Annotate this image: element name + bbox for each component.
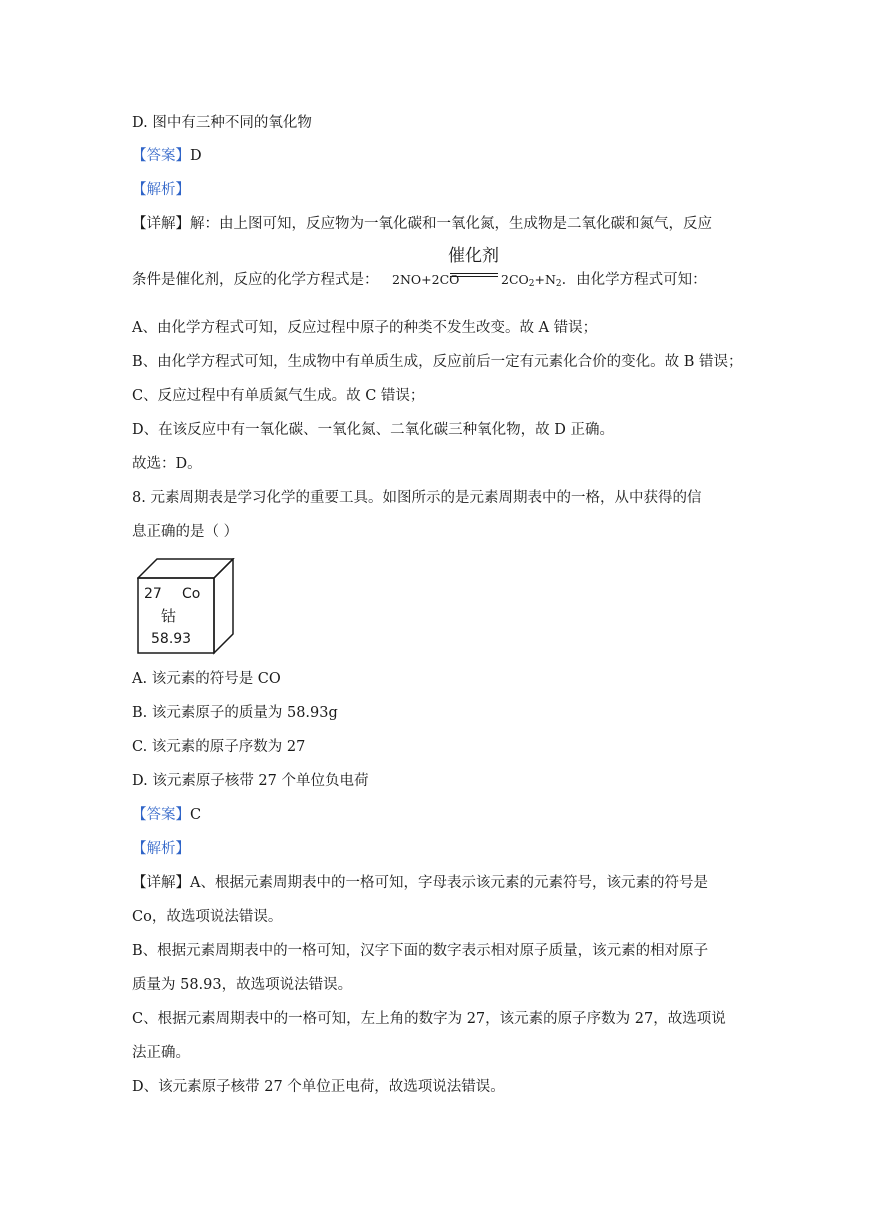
- element-mass: 58.93: [151, 631, 192, 647]
- equation-prefix: 条件是催化剂，反应的化学方程式是：: [132, 272, 379, 288]
- q8-detail-b1: B、根据元素周期表中的一格可知，汉字下面的数字表示相对原子质量，该元素的相对原子: [132, 943, 709, 959]
- q7-explain-a: A、由化学方程式可知，反应过程中原子的种类不发生改变。故 A 错误；: [132, 320, 598, 336]
- q8-detail-c2: 法正确。: [132, 1045, 190, 1061]
- q8-stem-line1: 8. 元素周期表是学习化学的重要工具。如图所示的是元素周期表中的一格，从中获得的信: [132, 490, 702, 506]
- q7-explain-c: C、反应过程中有单质氮气生成。故 C 错误；: [132, 388, 425, 404]
- q7-explain-b: B、由化学方程式可知，生成物中有单质生成，反应前后一定有元素化合价的变化。故 B 错误；: [132, 354, 743, 370]
- q8-detail-d: D、该元素原子核带 27 个单位正电荷，故选项说法错误。: [132, 1079, 505, 1095]
- q8-detail-a2: Co，故选项说法错误。: [132, 909, 283, 925]
- equation-reactants: 2NO+2CO: [392, 272, 460, 287]
- q8-detail-a1: [132, 873, 708, 893]
- detail-text: A、根据元素周期表中的一格可知，字母表示该元素的元素符号，该元素的符号是: [190, 875, 708, 891]
- q8-option-c: C. 该元素的原子序数为 27: [132, 739, 306, 755]
- catalyst-label: 催化剂: [448, 246, 499, 266]
- q7-analysis-tag: 【解析】: [132, 182, 190, 198]
- q7-explain-d: D、在该反应中有一氧化碳、一氧化氮、二氧化碳三种氧化物，故 D 正确。: [132, 422, 614, 438]
- q7-option-d: D. 图中有三种不同的氧化物: [132, 115, 312, 131]
- answer-tag: 【答案】: [132, 807, 190, 823]
- q7-answer: [132, 146, 202, 166]
- element-card-cobalt: [137, 558, 237, 660]
- q8-stem-line2: 息正确的是（ ）: [132, 524, 239, 540]
- q7-conclusion: 故选：D。: [132, 456, 202, 472]
- q8-detail-b2: 质量为 58.93，故选项说法错误。: [132, 977, 353, 993]
- answer-value: D: [190, 148, 202, 164]
- answer-value: C: [190, 807, 202, 823]
- answer-tag: 【答案】: [132, 148, 190, 164]
- q8-option-a: A. 该元素的符号是 CO: [132, 671, 281, 687]
- q8-detail-c1: C、根据元素周期表中的一格可知，左上角的数字为 27，该元素的原子序数为 27，故选项说: [132, 1011, 726, 1027]
- element-symbol: Co: [182, 586, 201, 602]
- element-name: 钴: [161, 607, 177, 625]
- q8-analysis-tag: 【解析】: [132, 841, 190, 857]
- detail-text: 解：由上图可知，反应物为一氧化碳和一氧化氮，生成物是二氧化碳和氮气，反应: [190, 216, 712, 232]
- equation-products: $2CO_2+N_2$．由化学方程式可知：: [501, 272, 707, 289]
- detail-tag: 【详解】: [132, 216, 190, 232]
- q8-option-b: B. 该元素原子的质量为 58.93g: [132, 705, 338, 721]
- q7-detail-line1: [132, 214, 712, 234]
- q8-option-d: D. 该元素原子核带 27 个单位负电荷: [132, 773, 369, 789]
- q8-answer: [132, 805, 201, 825]
- detail-tag: 【详解】: [132, 875, 190, 891]
- element-atomic-number: 27: [144, 586, 162, 602]
